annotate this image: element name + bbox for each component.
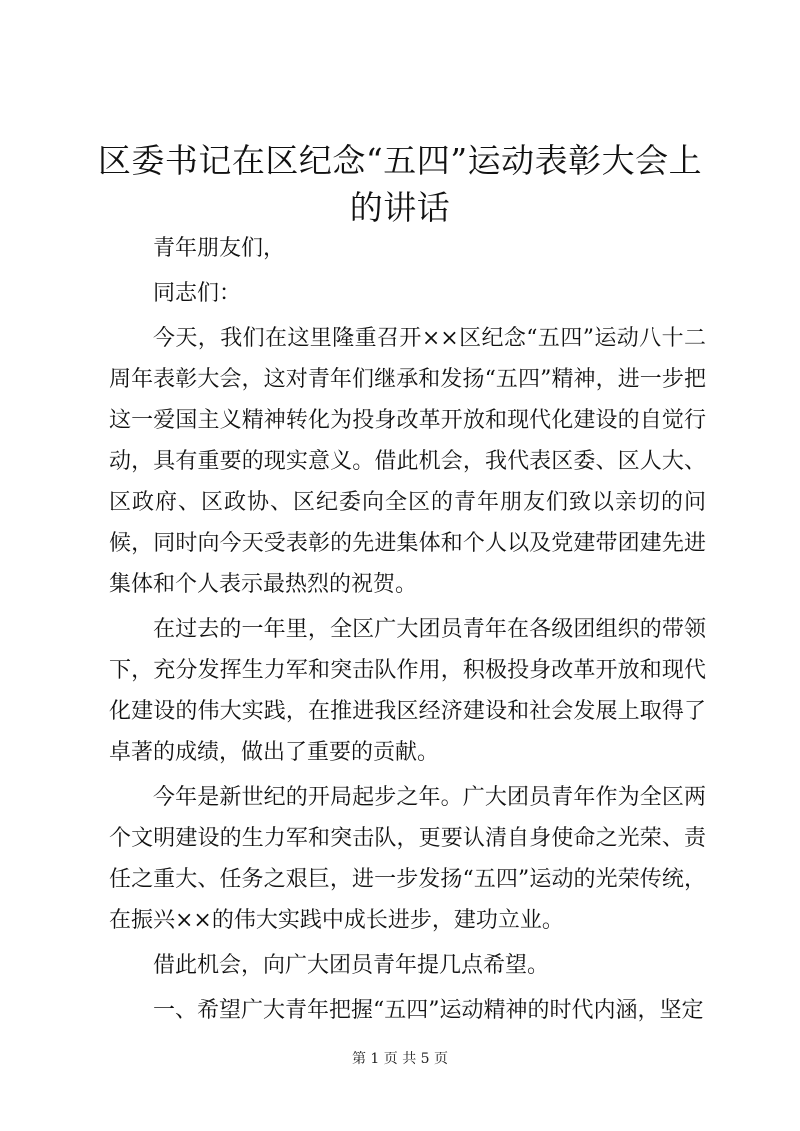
paragraph-opening: 今天，我们在这里隆重召开××区纪念“五四”运动八十二周年表彰大会，这对青年们继承和发扬“五四”精神，进一步把这一爱国主义精神转化为投身改革开放和现代化建设的自觉行动，具有重要的现实意义。借此机会，我代表区委、区人大、区政府、区政协、区纪委向全区的青年朋友们致以亲切的问候，同时向今天受表彰的先进集体和个人以及党建带团建先进集体和个人表示最热烈的祝贺。 <box>109 326 706 597</box>
paragraph-hope-one: 一、希望广大青年把握“五四”运动精神的时代内涵，坚定 <box>153 998 704 1023</box>
paragraph-hopes-intro: 借此机会，向广大团员青年提几点希望。 <box>153 953 550 978</box>
salutation-youth: 青年朋友们， <box>153 236 286 261</box>
paragraph-new-century: 今年是新世纪的开局起步之年。广大团员青年作为全区两个文明建设的生力军和突击队，更要认清自身使命之光荣、责任之重大、任务之艰巨，进一步发扬“五四”运动的光荣传统，在振兴××的伟大实践中成长进步，建功立业。 <box>109 785 706 933</box>
salutation-comrades: 同志们： <box>153 281 242 306</box>
document-body <box>109 228 706 1035</box>
document-title: 区委书记在区纪念“五四”运动表彰大会上的讲话 <box>97 141 703 227</box>
paragraph-past-year: 在过去的一年里，全区广大团员青年在各级团组织的带领下，充分发挥生力军和突击队作用，积极投身改革开放和现代化建设的伟大实践，在推进我区经济建设和社会发展上取得了卓著的成绩，做出了重要的贡献。 <box>109 617 706 765</box>
page-indicator: 第 1 页 共 5 页 <box>351 1051 449 1067</box>
